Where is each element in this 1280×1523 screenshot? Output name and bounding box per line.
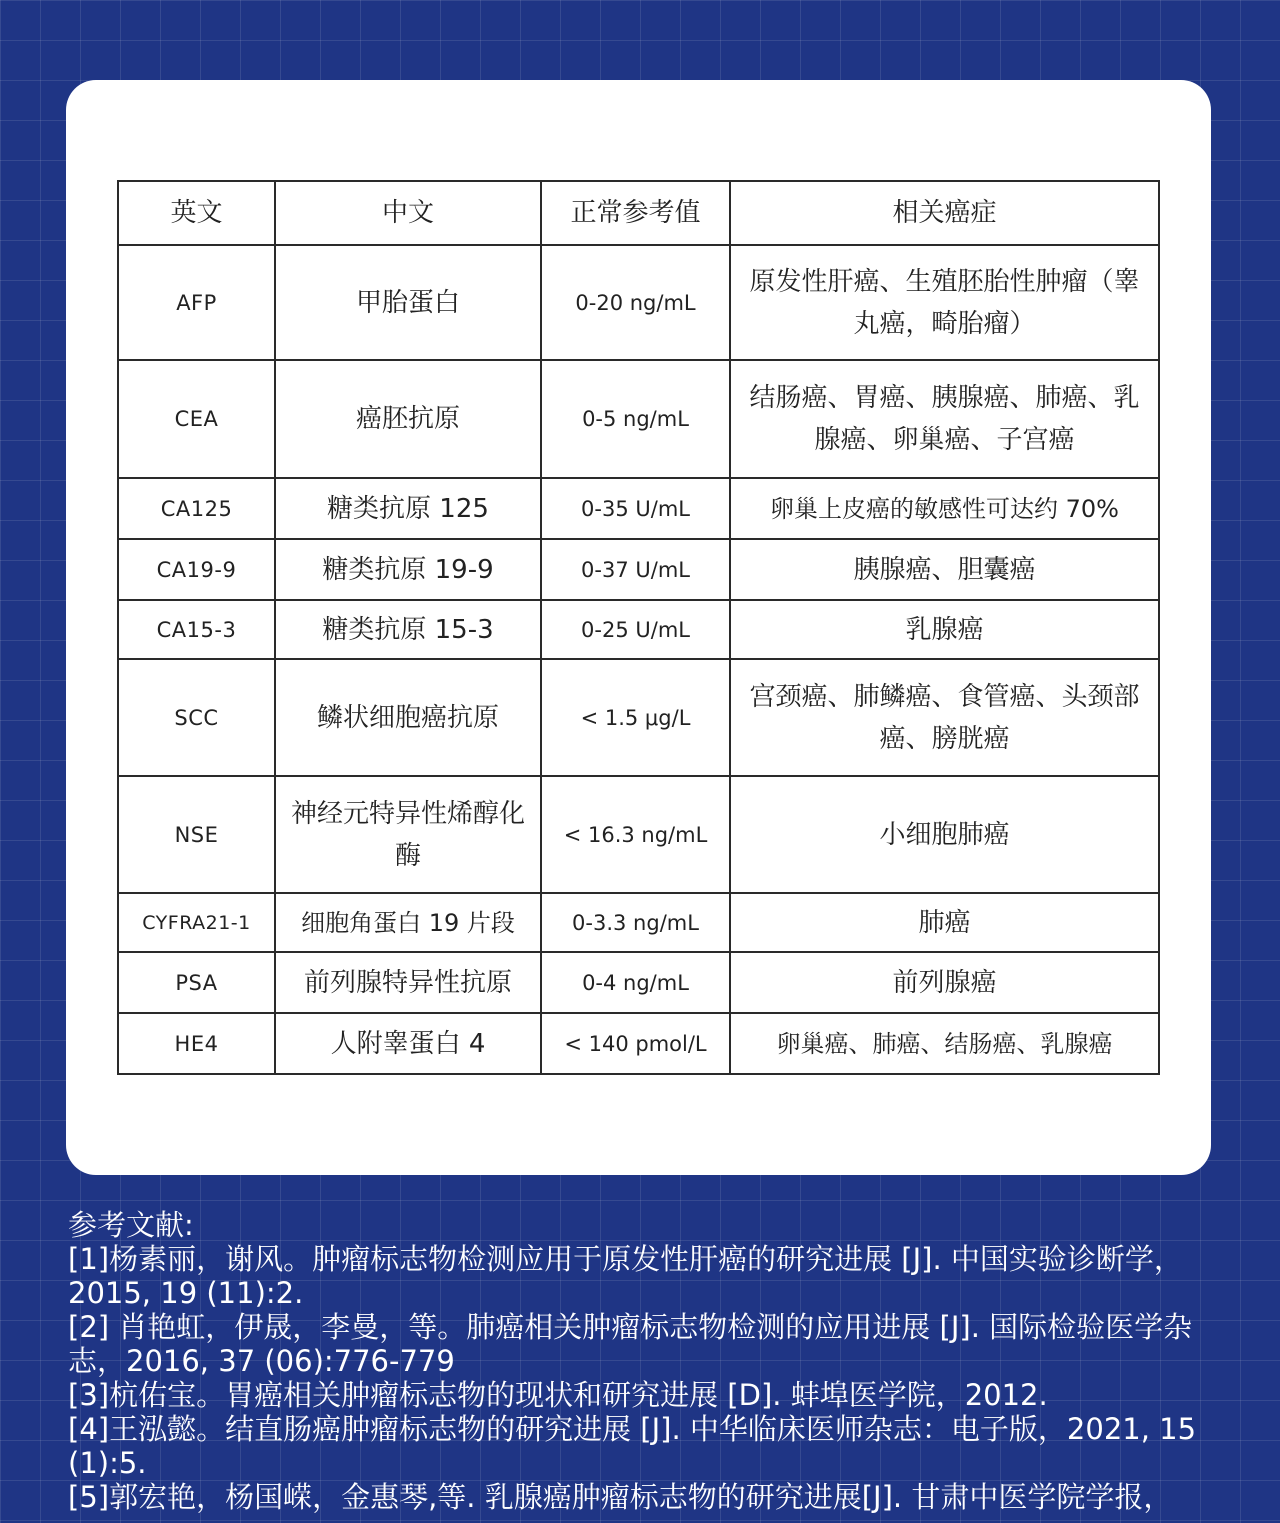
marker-chinese: 糖类抗原 19-9 xyxy=(275,539,541,600)
marker-chinese: 鳞状细胞癌抗原 xyxy=(275,659,541,776)
header-related-cancer: 相关癌症 xyxy=(730,181,1159,245)
table-row xyxy=(118,1013,1159,1074)
marker-english: CA19-9 xyxy=(118,539,275,600)
marker-reference: < 16.3 ng/mL xyxy=(541,776,730,893)
marker-chinese: 神经元特异性烯醇化酶 xyxy=(275,776,541,893)
references-section xyxy=(68,1208,1218,1514)
marker-cancer: 宫颈癌、肺鳞癌、食管癌、头颈部癌、膀胱癌 xyxy=(730,659,1159,776)
marker-cancer: 肺癌 xyxy=(730,893,1159,952)
marker-reference: < 1.5 μg/L xyxy=(541,659,730,776)
marker-cancer: 原发性肝癌、生殖胚胎性肿瘤（睾丸癌，畸胎瘤） xyxy=(730,245,1159,360)
marker-reference: 0-4 ng/mL xyxy=(541,952,730,1013)
marker-cancer: 前列腺癌 xyxy=(730,952,1159,1013)
header-reference-value: 正常参考值 xyxy=(541,181,730,245)
marker-cancer: 胰腺癌、胆囊癌 xyxy=(730,539,1159,600)
reference-item: [3]杭佑宝。胃癌相关肿瘤标志物的现状和研究进展 [D]. 蚌埠医学院，2012. xyxy=(68,1378,1048,1412)
reference-item: [4]王泓懿。结直肠癌肿瘤标志物的研究进展 [J]. 中华临床医师杂志：电子版，2021, 15 (1):5. xyxy=(68,1412,1197,1480)
marker-english: CEA xyxy=(118,360,275,478)
marker-english: PSA xyxy=(118,952,275,1013)
marker-chinese: 糖类抗原 125 xyxy=(275,478,541,539)
marker-reference: < 140 pmol/L xyxy=(541,1013,730,1074)
marker-reference: 0-35 U/mL xyxy=(541,478,730,539)
marker-chinese: 癌胚抗原 xyxy=(275,360,541,478)
table-row xyxy=(118,245,1159,360)
marker-reference: 0-37 U/mL xyxy=(541,539,730,600)
references-heading: 参考文献: xyxy=(68,1208,194,1242)
table-row xyxy=(118,600,1159,659)
table-row xyxy=(118,659,1159,776)
marker-chinese: 细胞角蛋白 19 片段 xyxy=(275,893,541,952)
marker-english: NSE xyxy=(118,776,275,893)
table-row xyxy=(118,952,1159,1013)
marker-english: SCC xyxy=(118,659,275,776)
marker-cancer: 卵巢癌、肺癌、结肠癌、乳腺癌 xyxy=(730,1013,1159,1074)
table-header-row xyxy=(118,181,1159,245)
marker-reference: 0-3.3 ng/mL xyxy=(541,893,730,952)
marker-reference: 0-25 U/mL xyxy=(541,600,730,659)
content-card xyxy=(66,80,1211,1175)
marker-cancer: 乳腺癌 xyxy=(730,600,1159,659)
marker-cancer: 卵巢上皮癌的敏感性可达约 70% xyxy=(730,478,1159,539)
table-row xyxy=(118,539,1159,600)
header-english: 英文 xyxy=(118,181,275,245)
marker-english: HE4 xyxy=(118,1013,275,1074)
marker-chinese: 前列腺特异性抗原 xyxy=(275,952,541,1013)
marker-cancer: 结肠癌、胃癌、胰腺癌、肺癌、乳腺癌、卵巢癌、子宫癌 xyxy=(730,360,1159,478)
table-row xyxy=(118,893,1159,952)
marker-reference: 0-5 ng/mL xyxy=(541,360,730,478)
marker-english: CYFRA21-1 xyxy=(118,893,275,952)
marker-reference: 0-20 ng/mL xyxy=(541,245,730,360)
marker-english: CA15-3 xyxy=(118,600,275,659)
marker-cancer: 小细胞肺癌 xyxy=(730,776,1159,893)
reference-item: [1]杨素丽，谢风。肿瘤标志物检测应用于原发性肝癌的研究进展 [J]. 中国实验诊断学，2015, 19 (11):2. xyxy=(68,1242,1183,1310)
tumor-marker-table xyxy=(117,180,1160,1075)
marker-chinese: 人附睾蛋白 4 xyxy=(275,1013,541,1074)
marker-chinese: 甲胎蛋白 xyxy=(275,245,541,360)
reference-item: [2] 肖艳虹，伊晟，李曼，等。肺癌相关肿瘤标志物检测的应用进展 [J]. 国际检验医学杂志，2016, 37 (06):776-779 xyxy=(68,1310,1193,1378)
header-chinese: 中文 xyxy=(275,181,541,245)
marker-english: CA125 xyxy=(118,478,275,539)
reference-item: [5]郭宏艳，杨国嵘，金惠琴,等. 乳腺癌肿瘤标志物的研究进展[J]. 甘肃中医学院学报， xyxy=(68,1480,1173,1514)
marker-chinese: 糖类抗原 15-3 xyxy=(275,600,541,659)
table-row xyxy=(118,478,1159,539)
table-row xyxy=(118,776,1159,893)
marker-english: AFP xyxy=(118,245,275,360)
table-row xyxy=(118,360,1159,478)
